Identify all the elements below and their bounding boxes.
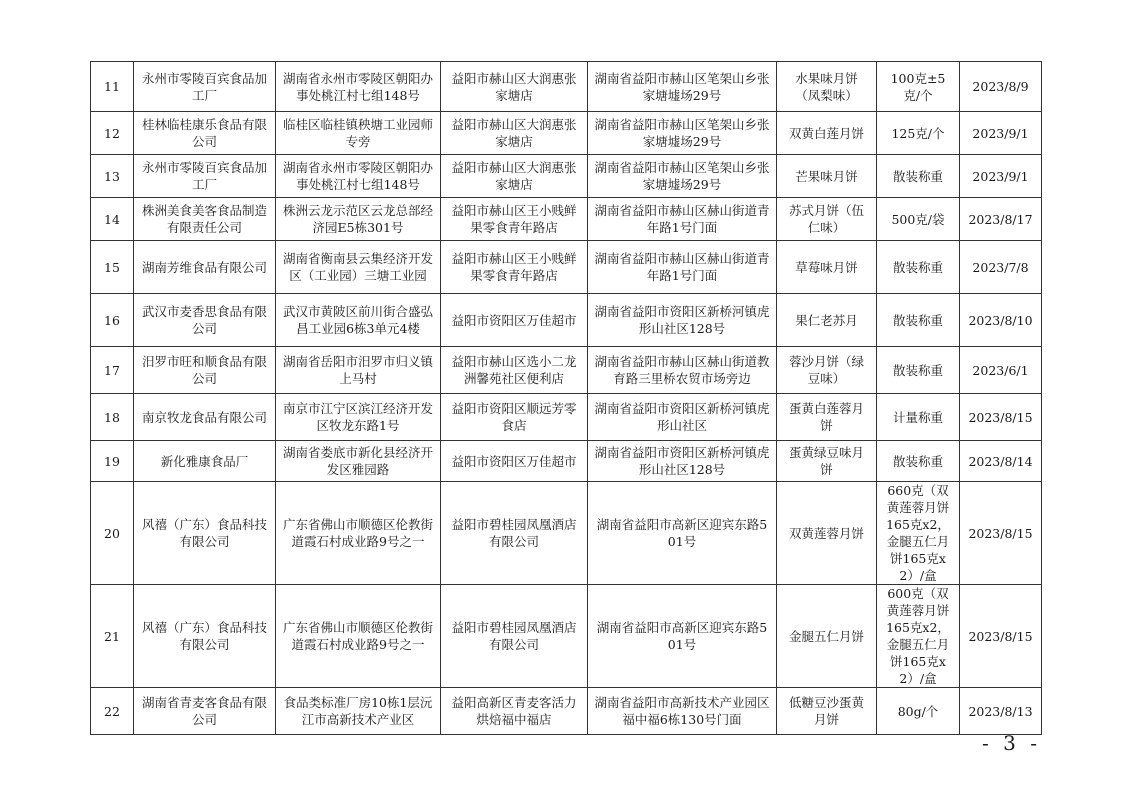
product-spec: 散装称重 [877,347,960,394]
seller-name: 益阳市赫山区选小二龙洲馨苑社区便利店 [441,347,588,394]
row-number: 14 [91,198,134,241]
production-date: 2023/8/17 [960,198,1042,241]
producer-address: 株洲云龙示范区云龙总部经济园E5栋301号 [276,198,441,241]
producer-name: 桂林临桂康乐食品有限公司 [134,112,276,155]
table-row [91,585,1042,688]
row-number: 19 [91,441,134,482]
row-number: 12 [91,112,134,155]
table-row [91,688,1042,735]
row-number: 18 [91,394,134,441]
product-name: 芒果味月饼 [777,155,877,198]
product-name: 蛋黄绿豆味月饼 [777,441,877,482]
production-date: 2023/9/1 [960,112,1042,155]
product-spec: 125克/个 [877,112,960,155]
table-row [91,441,1042,482]
table-row [91,482,1042,585]
product-name: 蛋黄白莲蓉月饼 [777,394,877,441]
producer-address: 临桂区临桂镇秧塘工业园师专旁 [276,112,441,155]
table-row [91,241,1042,294]
producer-address: 湖南省娄底市新化县经济开发区雅园路 [276,441,441,482]
seller-address: 湖南省益阳市赫山区笔架山乡张家塘墟场29号 [588,155,777,198]
seller-address: 湖南省益阳市高新区迎宾东路501号 [588,482,777,585]
row-number: 22 [91,688,134,735]
product-name: 低糖豆沙蛋黄月饼 [777,688,877,735]
table-row [91,198,1042,241]
producer-name: 武汉市麦香思食品有限公司 [134,294,276,347]
production-date: 2023/6/1 [960,347,1042,394]
seller-name: 益阳市赫山区大润惠张家塘店 [441,155,588,198]
producer-address: 广东省佛山市顺德区伦教街道霞石村成业路9号之一 [276,585,441,688]
seller-address: 湖南省益阳市高新区迎宾东路501号 [588,585,777,688]
production-date: 2023/8/14 [960,441,1042,482]
product-spec: 散装称重 [877,241,960,294]
product-name: 苏式月饼（伍仁味） [777,198,877,241]
seller-name: 益阳市资阳区万佳超市 [441,294,588,347]
page-number: - 3 - [982,731,1041,755]
production-date: 2023/8/9 [960,62,1042,112]
seller-name: 益阳市资阳区万佳超市 [441,441,588,482]
product-name: 水果味月饼（凤梨味） [777,62,877,112]
row-number: 17 [91,347,134,394]
seller-address: 湖南省益阳市高新技术产业园区福中福6栋130号门面 [588,688,777,735]
seller-name: 益阳市赫山区大润惠张家塘店 [441,112,588,155]
product-spec: 500克/袋 [877,198,960,241]
producer-name: 永州市零陵百宾食品加工厂 [134,155,276,198]
seller-name: 益阳市资阳区顺远芳零食店 [441,394,588,441]
production-date: 2023/8/13 [960,688,1042,735]
producer-name: 风禧（广东）食品科技有限公司 [134,482,276,585]
product-name: 双黄白莲月饼 [777,112,877,155]
row-number: 11 [91,62,134,112]
producer-address: 武汉市黄陂区前川街合盛弘昌工业园6栋3单元4楼 [276,294,441,347]
producer-name: 湖南芳维食品有限公司 [134,241,276,294]
product-spec: 散装称重 [877,155,960,198]
seller-address: 湖南省益阳市赫山区赫山街道青年路1号门面 [588,198,777,241]
row-number: 13 [91,155,134,198]
seller-address: 湖南省益阳市赫山区赫山街道青年路1号门面 [588,241,777,294]
producer-address: 湖南省衡南县云集经济开发区（工业园）三塘工业园 [276,241,441,294]
table-row [91,347,1042,394]
row-number: 21 [91,585,134,688]
product-spec: 600克（双黄莲蓉月饼165克x2，金腿五仁月饼165克x2）/盒 [877,585,960,688]
product-spec: 散装称重 [877,294,960,347]
producer-name: 南京牧龙食品有限公司 [134,394,276,441]
product-spec: 100克±5克/个 [877,62,960,112]
seller-address: 湖南省益阳市赫山区笔架山乡张家塘墟场29号 [588,62,777,112]
product-spec: 660克（双黄莲蓉月饼165克x2，金腿五仁月饼165克x2）/盒 [877,482,960,585]
producer-name: 汨罗市旺和顺食品有限公司 [134,347,276,394]
seller-address: 湖南省益阳市赫山区笔架山乡张家塘墟场29号 [588,112,777,155]
seller-address: 湖南省益阳市资阳区新桥河镇虎形山社区 [588,394,777,441]
sampling-table [90,61,1042,735]
production-date: 2023/9/1 [960,155,1042,198]
seller-name: 益阳市赫山区大润惠张家塘店 [441,62,588,112]
table-row [91,394,1042,441]
production-date: 2023/7/8 [960,241,1042,294]
table-row [91,155,1042,198]
row-number: 20 [91,482,134,585]
product-name: 蓉沙月饼（绿豆味） [777,347,877,394]
product-name: 金腿五仁月饼 [777,585,877,688]
row-number: 16 [91,294,134,347]
product-name: 双黄莲蓉月饼 [777,482,877,585]
producer-address: 食品类标准厂房10栋1层沅江市高新技术产业区 [276,688,441,735]
producer-name: 新化雅康食品厂 [134,441,276,482]
table-row [91,294,1042,347]
product-spec: 计量称重 [877,394,960,441]
seller-address: 湖南省益阳市资阳区新桥河镇虎形山社区128号 [588,294,777,347]
production-date: 2023/8/10 [960,294,1042,347]
producer-address: 湖南省永州市零陵区朝阳办事处桃江村七组148号 [276,155,441,198]
seller-name: 益阳市碧桂园凤凰酒店有限公司 [441,482,588,585]
seller-address: 湖南省益阳市资阳区新桥河镇虎形山社区128号 [588,441,777,482]
producer-address: 湖南省永州市零陵区朝阳办事处桃江村七组148号 [276,62,441,112]
product-name: 草莓味月饼 [777,241,877,294]
producer-address: 湖南省岳阳市汨罗市归义镇上马村 [276,347,441,394]
producer-name: 湖南省青麦客食品有限公司 [134,688,276,735]
product-spec: 散装称重 [877,441,960,482]
production-date: 2023/8/15 [960,394,1042,441]
producer-name: 株洲美食美客食品制造有限责任公司 [134,198,276,241]
product-spec: 80g/个 [877,688,960,735]
producer-name: 永州市零陵百宾食品加工厂 [134,62,276,112]
seller-name: 益阳市赫山区王小贱鲜果零食青年路店 [441,198,588,241]
product-name: 果仁老苏月 [777,294,877,347]
producer-address: 广东省佛山市顺德区伦教街道霞石村成业路9号之一 [276,482,441,585]
seller-name: 益阳市赫山区王小贱鲜果零食青年路店 [441,241,588,294]
producer-address: 南京市江宁区滨江经济开发区牧龙东路1号 [276,394,441,441]
row-number: 15 [91,241,134,294]
production-date: 2023/8/15 [960,585,1042,688]
table-row [91,62,1042,112]
seller-name: 益阳市碧桂园凤凰酒店有限公司 [441,585,588,688]
table-row [91,112,1042,155]
seller-name: 益阳高新区青麦客活力烘焙福中福店 [441,688,588,735]
producer-name: 风禧（广东）食品科技有限公司 [134,585,276,688]
production-date: 2023/8/15 [960,482,1042,585]
seller-address: 湖南省益阳市赫山区赫山街道教育路三里桥农贸市场旁边 [588,347,777,394]
